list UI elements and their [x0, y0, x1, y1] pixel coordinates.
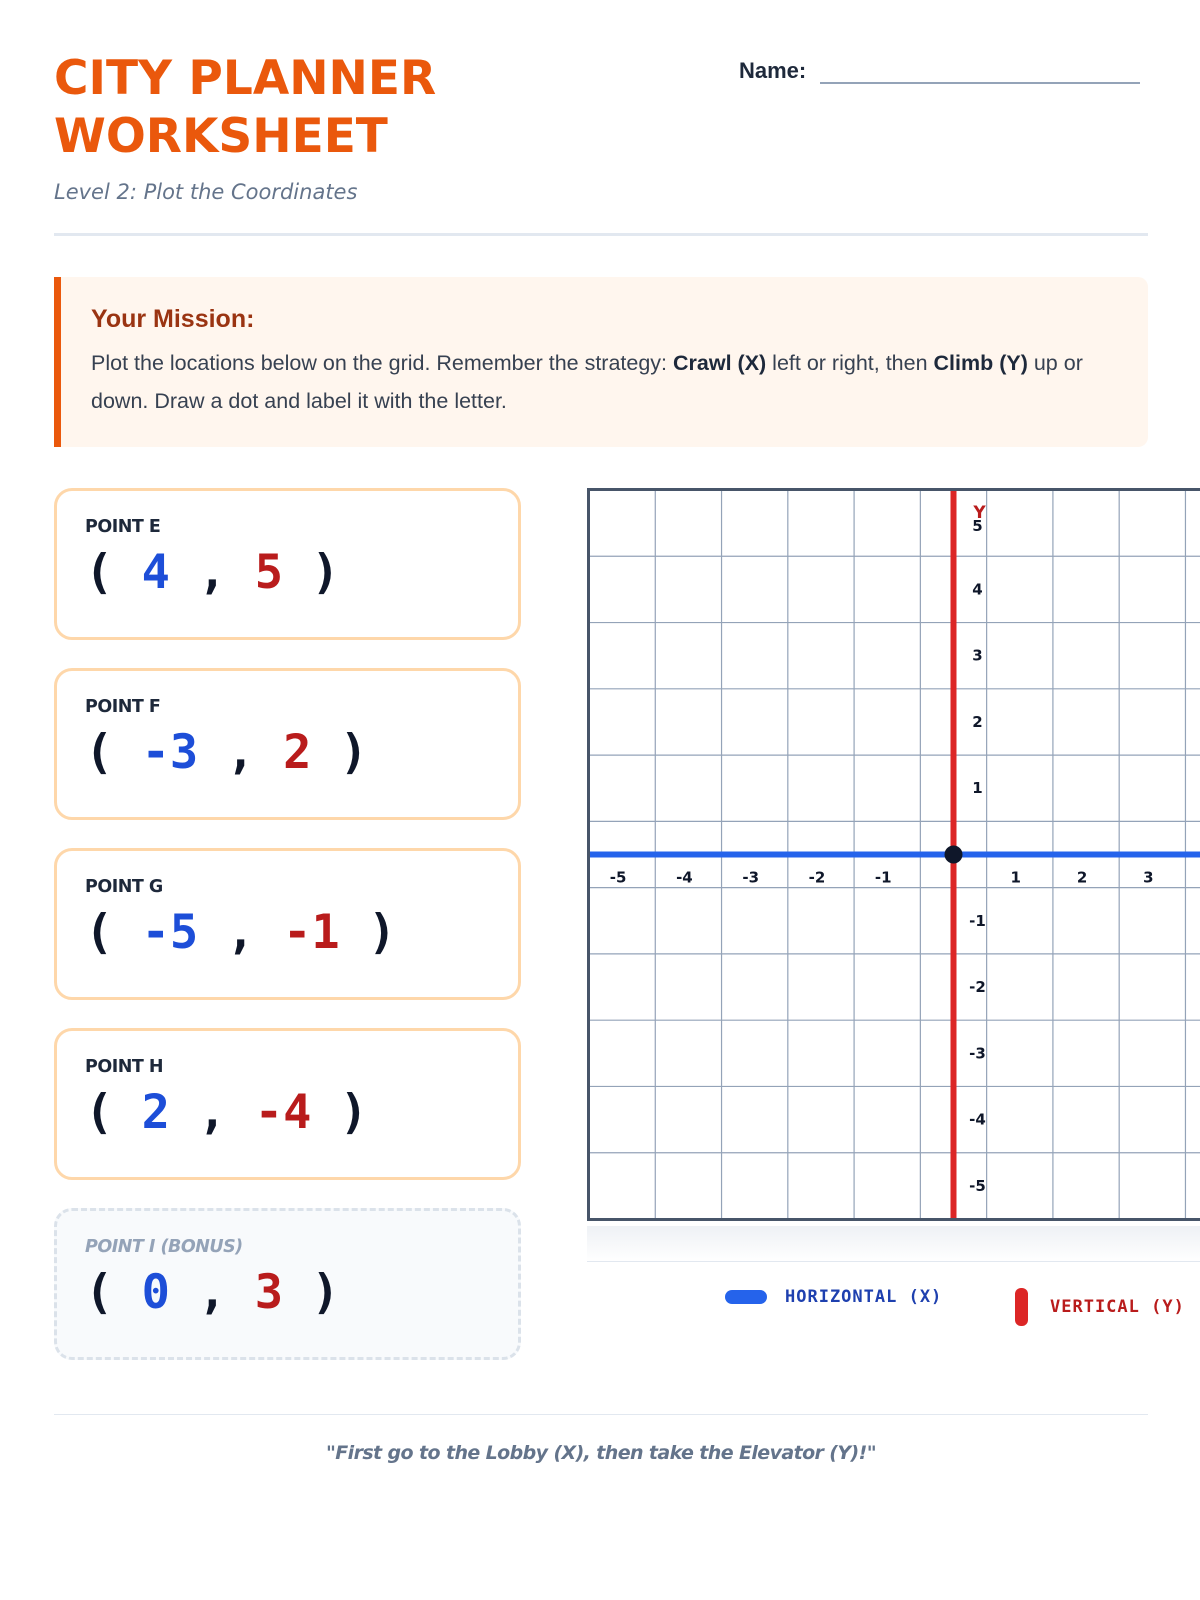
coord-x: 4 — [141, 545, 170, 600]
mission-crawl: Crawl (X) — [673, 351, 767, 375]
mission-text-2: left or right, then — [766, 351, 934, 375]
coord-close: ) — [283, 1265, 340, 1320]
y-tick-label: 4 — [972, 580, 983, 599]
coord-close: ) — [311, 725, 368, 780]
header-divider — [54, 233, 1148, 236]
mission-climb: Climb (Y) — [933, 351, 1028, 375]
coord-x: -3 — [141, 725, 199, 780]
point-label: POINT E — [85, 517, 161, 537]
x-tick-label: -3 — [742, 868, 760, 887]
coord-y: -1 — [283, 905, 340, 960]
coord-sep: , — [169, 1085, 255, 1140]
point-label: POINT I (BONUS) — [85, 1237, 243, 1257]
footer-quote: "First go to the Lobby (X), then take the Elevator (Y)!" — [325, 1442, 876, 1464]
point-label: POINT H — [85, 1057, 164, 1077]
coord-y: 3 — [254, 1265, 284, 1320]
mission-title: Your Mission: — [91, 305, 255, 333]
vertical-axis-swatch-icon — [1015, 1288, 1028, 1326]
y-tick-label: -1 — [969, 911, 986, 930]
point-coordinate — [85, 1083, 488, 1143]
coord-x: -5 — [141, 905, 199, 960]
coord-x: 0 — [141, 1265, 170, 1320]
point-card-f — [54, 668, 521, 820]
coord-sep: , — [169, 1265, 255, 1320]
y-tick-label: -4 — [969, 1110, 986, 1129]
legend-divider — [587, 1261, 1200, 1262]
coord-open: ( — [85, 1265, 142, 1320]
coord-open: ( — [85, 1085, 142, 1140]
point-coordinate — [85, 723, 488, 783]
coord-sep: , — [198, 725, 284, 780]
x-tick-label: 3 — [1143, 868, 1154, 887]
coord-open: ( — [85, 905, 142, 960]
point-coordinate — [85, 1263, 488, 1323]
x-tick-label: -5 — [609, 868, 627, 887]
point-label: POINT G — [85, 877, 163, 897]
coordinate-grid-svg[interactable] — [587, 488, 1200, 1221]
mission-text-1: Plot the locations below on the grid. Remember the strategy: — [91, 351, 674, 375]
y-axis-label: Y — [973, 503, 986, 523]
coord-y: 2 — [283, 725, 312, 780]
legend-vertical-label: VERTICAL (Y) — [1050, 1297, 1185, 1317]
point-coordinate — [85, 543, 488, 603]
coord-x: 2 — [141, 1085, 170, 1140]
mission-text-3: up or down. Draw a dot and label it with the letter. — [91, 351, 1083, 413]
origin-marker — [945, 846, 963, 864]
coord-close: ) — [311, 1085, 368, 1140]
y-tick-label: 5 — [972, 517, 983, 536]
name-input-line[interactable] — [820, 62, 1140, 84]
coord-sep: , — [198, 905, 284, 960]
footer-divider — [54, 1414, 1148, 1415]
y-tick-label: 2 — [972, 712, 983, 731]
coord-y: 5 — [254, 545, 284, 600]
y-tick-label: -3 — [969, 1044, 986, 1063]
grid-shadow — [587, 1226, 1200, 1262]
coord-close: ) — [283, 545, 340, 600]
point-card-g — [54, 848, 521, 1000]
x-tick-label: -1 — [874, 868, 892, 887]
x-tick-label: 1 — [1010, 868, 1021, 887]
y-tick-label: -5 — [969, 1176, 986, 1195]
y-tick-label: -2 — [969, 978, 986, 997]
point-coordinate — [85, 903, 488, 963]
point-cards — [54, 488, 521, 1388]
coord-close: ) — [339, 905, 397, 960]
title-line-2: WORKSHEET — [54, 109, 388, 164]
title-line-1: CITY PLANNER — [54, 51, 437, 106]
point-card-e — [54, 488, 521, 640]
y-tick-label: 3 — [972, 646, 983, 665]
x-tick-label: 2 — [1076, 868, 1088, 887]
coord-y: -4 — [254, 1085, 312, 1140]
point-card-i-bonus — [54, 1208, 521, 1360]
legend-horizontal — [725, 1287, 942, 1307]
page-subtitle: Level 2: Plot the Coordinates — [54, 180, 358, 204]
legend-horizontal-label: HORIZONTAL (X) — [785, 1287, 943, 1307]
legend-vertical — [1015, 1288, 1185, 1326]
mission-box — [54, 277, 1148, 447]
coord-open: ( — [85, 545, 142, 600]
name-field-row — [739, 58, 1140, 84]
x-tick-label: -4 — [676, 868, 693, 887]
point-label: POINT F — [85, 697, 161, 717]
y-tick-label: 1 — [972, 779, 983, 798]
name-label: Name: — [739, 58, 807, 83]
horizontal-axis-swatch-icon — [725, 1290, 767, 1304]
coordinate-grid[interactable] — [587, 488, 1200, 1221]
coord-sep: , — [169, 545, 255, 600]
mission-text — [91, 344, 1118, 420]
x-tick-label: -2 — [808, 868, 826, 887]
point-card-h — [54, 1028, 521, 1180]
coord-open: ( — [85, 725, 142, 780]
worksheet-header — [54, 50, 1148, 236]
